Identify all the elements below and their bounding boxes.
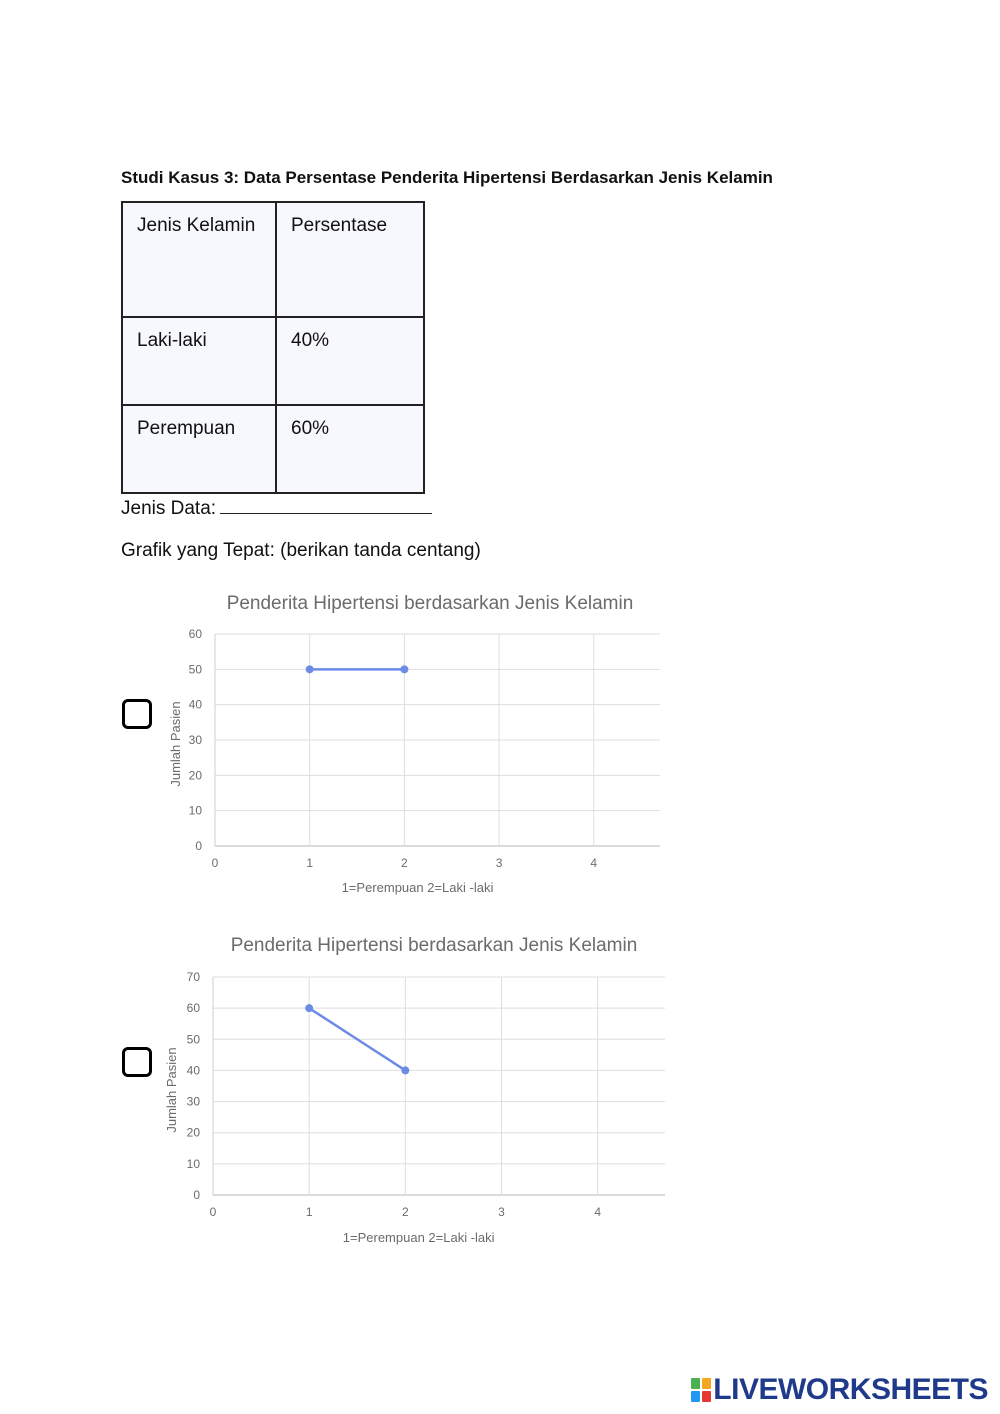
liveworksheets-logo	[691, 1374, 988, 1406]
table-header-cell: Jenis Kelamin	[122, 202, 276, 317]
y-tick-label: 50	[188, 662, 202, 677]
x-tick-label: 3	[495, 856, 503, 870]
chart-title: Penderita Hipertensi berdasarkan Jenis Kelamin	[226, 593, 634, 614]
logo-square	[691, 1378, 700, 1389]
y-tick-label: 60	[186, 1001, 200, 1016]
line-chart-1	[168, 593, 660, 895]
x-tick-label: 4	[590, 856, 598, 870]
x-tick-label: 2	[401, 856, 408, 870]
y-tick-label: 70	[186, 970, 200, 984]
table-header-cell: Persentase	[276, 202, 424, 317]
logo-square	[702, 1391, 711, 1402]
chart-title: Penderita Hipertensi berdasarkan Jenis Kelamin	[230, 935, 638, 956]
y-tick-label: 60	[188, 627, 202, 641]
table-cell: Laki-laki	[122, 317, 276, 405]
data-point	[306, 665, 314, 673]
x-tick-label: 0	[211, 856, 219, 870]
y-tick-label: 30	[188, 733, 202, 747]
logo-square	[702, 1378, 711, 1389]
table-cell: 60%	[276, 405, 424, 493]
y-tick-label: 40	[186, 1063, 200, 1078]
y-axis-label: Jumlah Pasien	[164, 1047, 179, 1133]
x-tick-label: 1	[305, 1205, 313, 1219]
logo-square	[691, 1391, 700, 1402]
grafik-question: Grafik yang Tepat: (berikan tanda centang)	[121, 540, 481, 561]
x-tick-label: 2	[401, 1205, 409, 1219]
y-axis-label: Jumlah Pasien	[168, 701, 183, 787]
logo-mark-icon	[691, 1378, 711, 1402]
x-axis-label: 1=Perempuan 2=Laki -laki	[341, 880, 494, 895]
y-tick-label: 20	[186, 1125, 200, 1140]
logo-text: LIVEWORKSHEETS	[713, 1373, 988, 1406]
y-tick-label: 0	[195, 839, 202, 853]
x-axis-label: 1=Perempuan 2=Laki -laki	[342, 1230, 495, 1245]
y-tick-label: 20	[188, 768, 202, 783]
line-chart-2	[164, 935, 665, 1245]
data-point	[305, 1004, 313, 1012]
table-cell: Perempuan	[122, 405, 276, 493]
table-cell: 40%	[276, 317, 424, 405]
y-tick-label: 40	[188, 697, 202, 712]
y-tick-label: 10	[186, 1156, 200, 1171]
y-tick-label: 30	[186, 1094, 200, 1109]
x-tick-label: 0	[209, 1205, 217, 1219]
data-point	[401, 1066, 409, 1074]
y-tick-label: 10	[188, 803, 202, 818]
x-tick-label: 1	[306, 856, 314, 870]
x-tick-label: 4	[594, 1205, 602, 1219]
jenis-data-label: Jenis Data:	[121, 498, 217, 519]
y-tick-label: 0	[193, 1188, 200, 1202]
case-heading: Studi Kasus 3: Data Persentase Penderita Hipertensi Berdasarkan Jenis Kelamin	[121, 168, 773, 187]
data-point	[400, 665, 408, 673]
x-tick-label: 3	[498, 1205, 505, 1219]
y-tick-label: 50	[186, 1032, 200, 1047]
